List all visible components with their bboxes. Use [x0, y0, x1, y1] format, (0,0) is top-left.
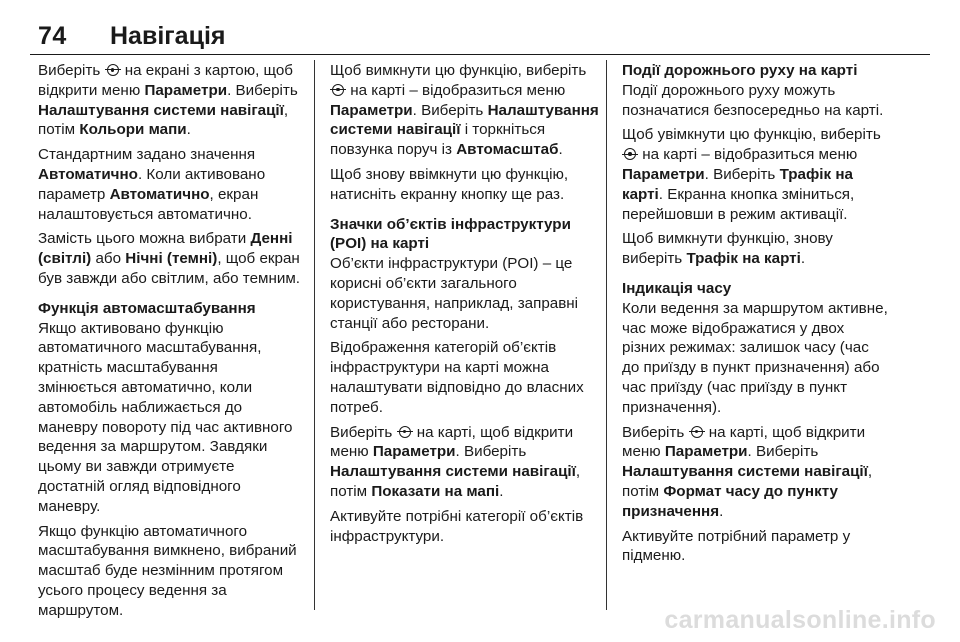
heading-autozoom: Функція автомасштабування: [38, 299, 256, 317]
paragraph-time-modes: Коли ведення за маршрутом активне, час може відображатися у двох різних режимах: залишок часу (час до приїзду в пункт призначення) або час приїзду (час приїзду в пункт призначення).: [622, 299, 888, 416]
paragraph-enable-traffic: Щоб увімкнути цю функцію, виберіть на карті – відобразиться меню Параметри. Виберіть Трафік на карті. Екранна кнопка зміниться, перейшовши в режим активації.: [622, 126, 881, 223]
paragraph-show-on-map: Виберіть на карті, щоб відкрити меню Параметри. Виберіть Налаштування системи навігації, потім Показати на мапі.: [330, 423, 581, 500]
column-1: [38, 61, 300, 626]
column-2: [330, 61, 602, 551]
settings-icon: [399, 426, 411, 438]
column-divider-2: [606, 60, 607, 610]
page-header: [38, 22, 930, 52]
heading-time-display: Індикація часу: [622, 279, 732, 297]
section-title: Навігація: [110, 22, 226, 50]
header-divider: [30, 54, 930, 55]
paragraph-default-auto: Стандартним задано значення Автоматично. Коли активовано параметр Автоматично, екран налаштовується автоматично.: [38, 146, 266, 223]
paragraph-poi-definition: Об’єкти інфраструктури (POI) – це корисні об’єкти загального користування, наприклад, заправні станції або ресторани.: [330, 255, 579, 332]
settings-icon: [107, 64, 119, 76]
paragraph-autozoom-off: Якщо функцію автоматичного масштабування вимкнено, вибраний масштаб буде незмінним протягом усього процесу ведення за маршрутом.: [38, 522, 297, 619]
column-3: [622, 61, 890, 571]
page-number: 74: [38, 22, 67, 50]
column-divider-1: [314, 60, 315, 610]
paragraph-poi-customize: Відображення категорій об’єктів інфраструктури на карті можна налаштувати відповідно до власних потреб.: [330, 339, 584, 416]
settings-icon: [624, 148, 636, 160]
paragraph-activate-submenu: Активуйте потрібний параметр у підменю.: [622, 527, 851, 565]
paragraph-select-map-colors: Виберіть на екрані з картою, щоб відкрити меню Параметри. Виберіть Налаштування системи навігації, потім Кольори мапи.: [38, 62, 298, 139]
paragraph-activate-categories: Активуйте потрібні категорії об’єктів інфраструктури.: [330, 507, 584, 545]
paragraph-autozoom-on: Якщо активовано функцію автоматичного масштабування, кратність масштабування змінюється автоматично, коли автомобіль наближається до маневру повороту під час активного ведення за маршрутом. Завдяки цьому ви завжди отримуєте достатній огляд відповідного маневру.: [38, 319, 293, 515]
settings-icon: [332, 84, 344, 96]
heading-traffic-events: Події дорожнього руху на карті: [622, 62, 858, 79]
paragraph-time-format: Виберіть на карті, щоб відкрити меню Параметри. Виберіть Налаштування системи навігації, потім Формат часу до пункту призначення.: [622, 423, 873, 520]
paragraph-traffic-intro: Події дорожнього руху можуть позначатися безпосередньо на карті.: [622, 81, 884, 119]
settings-icon: [691, 426, 703, 438]
paragraph-day-night: Замість цього можна вибрати Денні (світлі) або Нічні (темні), щоб екран був завжди або світлим, або темним.: [38, 230, 300, 287]
paragraph-reenable: Щоб знову ввімкнути цю функцію, натисніть екранну кнопку ще раз.: [330, 165, 569, 203]
heading-poi-icons: Значки об’єктів інфраструктури (POI) на карті: [330, 215, 571, 253]
paragraph-disable-traffic: Щоб вимкнути функцію, знову виберіть Трафік на карті.: [622, 230, 833, 268]
paragraph-disable-autozoom: Щоб вимкнути цю функцію, виберіть на карті – відобразиться меню Параметри. Виберіть Налаштування системи навігації і торкніться повзунка поруч із Автомасштаб.: [330, 62, 599, 159]
watermark: carmanualsonline.info: [664, 606, 936, 634]
